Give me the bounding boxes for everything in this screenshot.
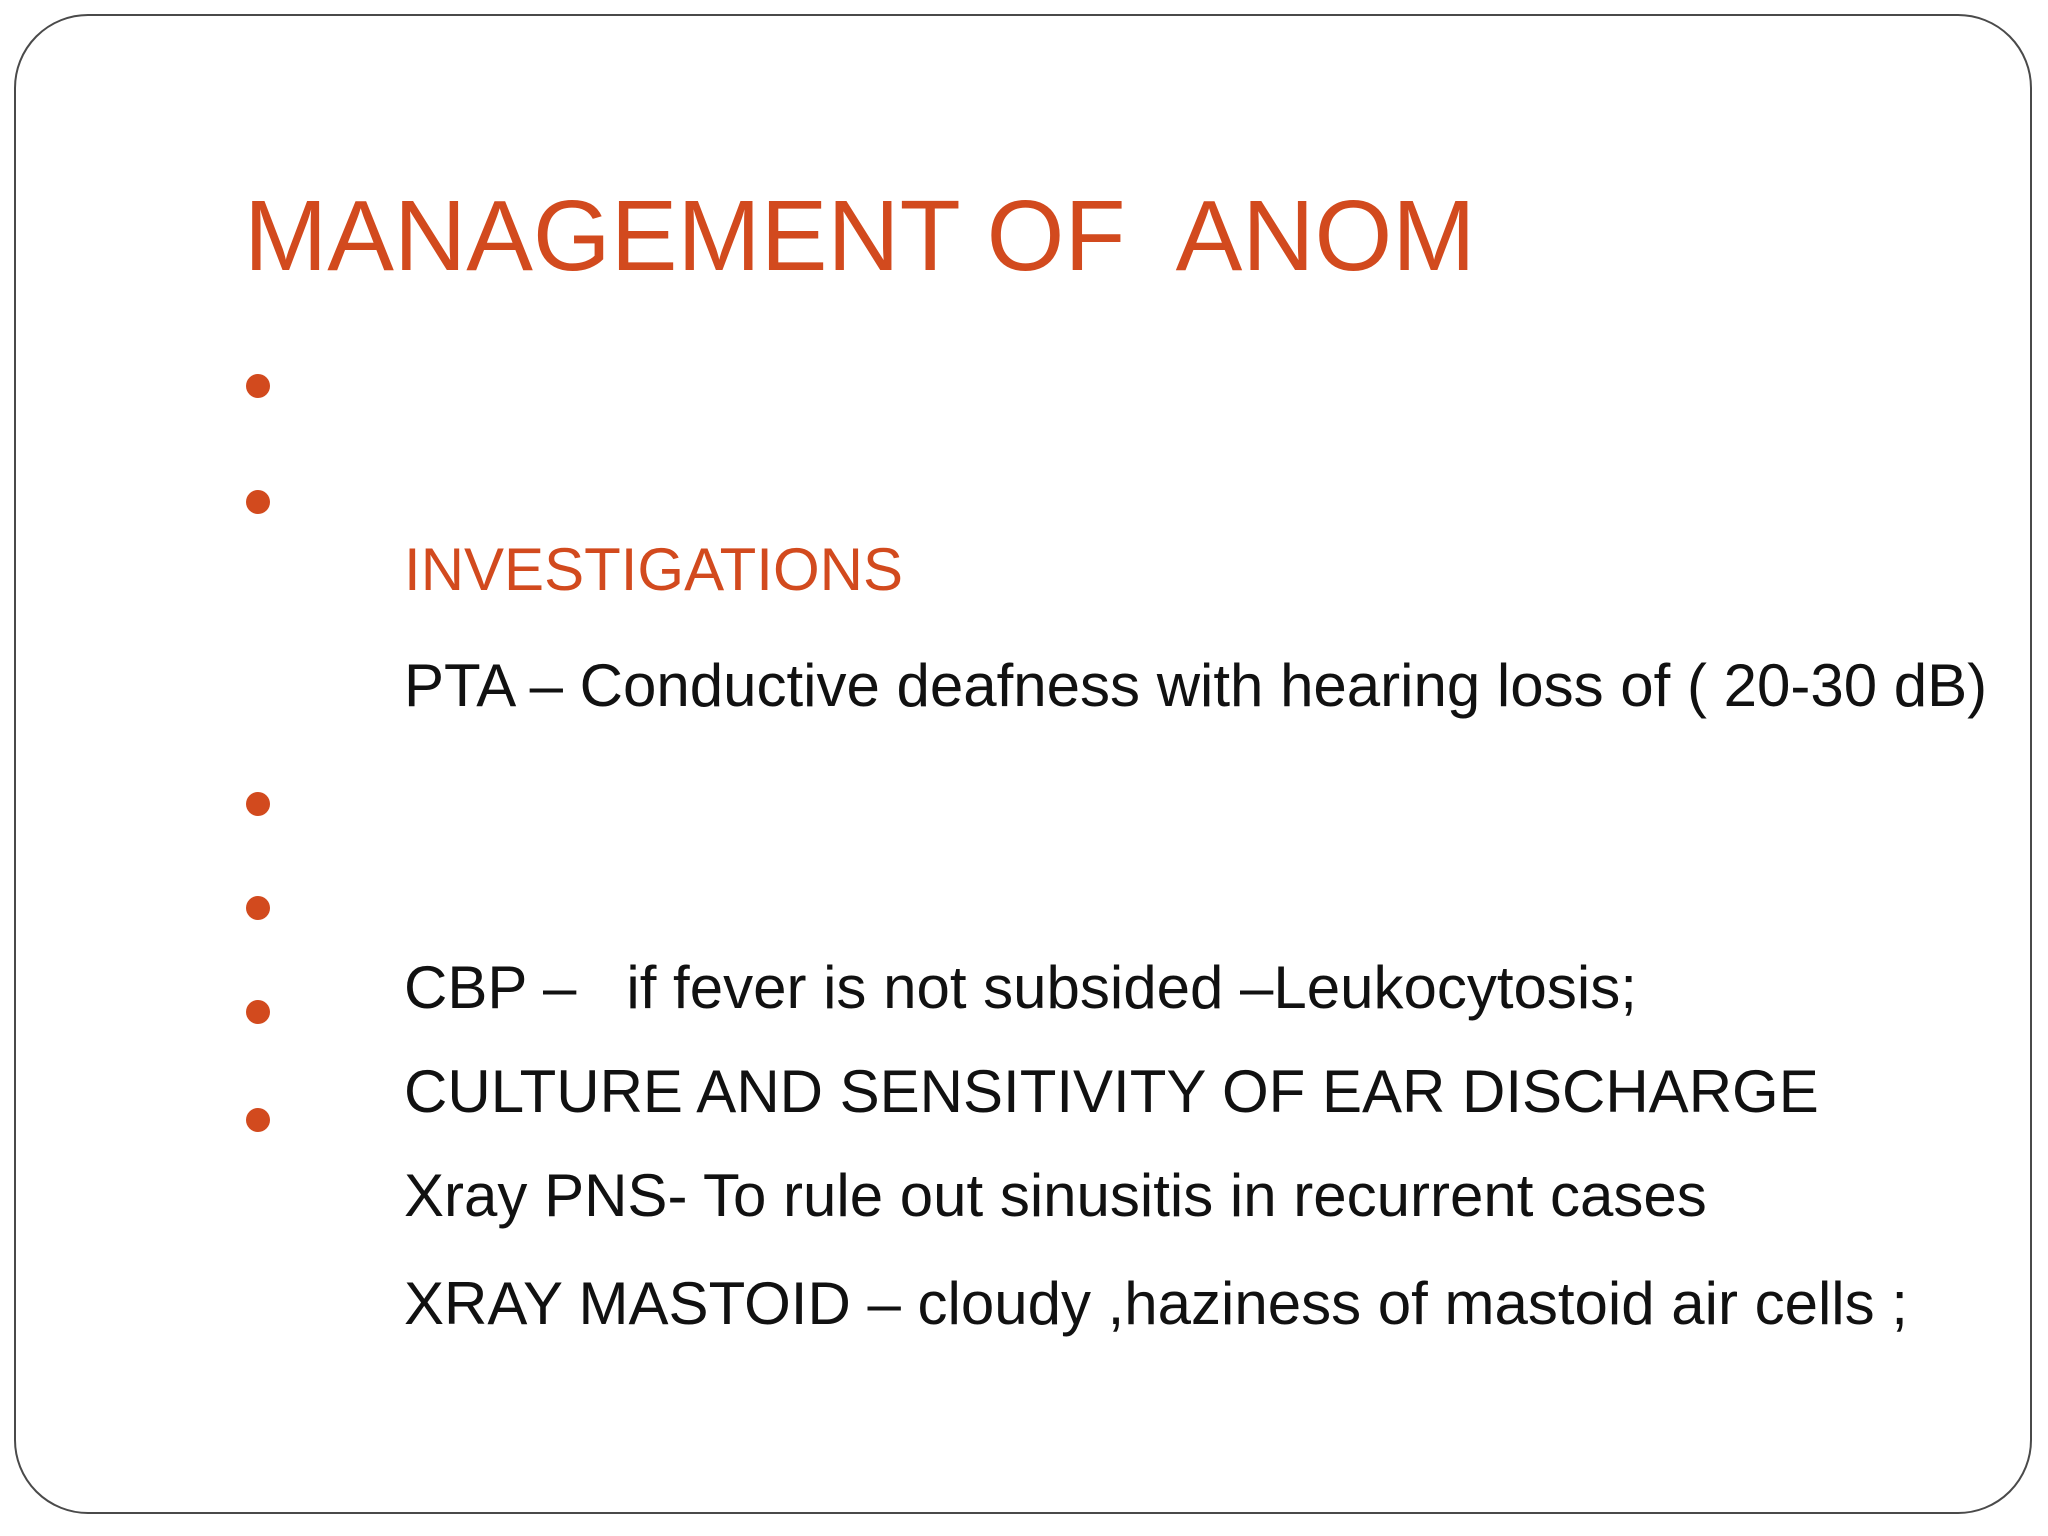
bullet-text: PTA – Conductive deafness with hearing loss of ( 20-30 dB) [404, 652, 1988, 719]
bullet-dot-icon [246, 792, 270, 816]
bullet-item-xray-mastoid [304, 1074, 1954, 1442]
bullet-text: Xray PNS- To rule out sinusitis in recurrent cases [404, 1162, 1707, 1229]
slide-title: MANAGEMENT OF ANOM [244, 180, 1476, 292]
bullet-text: CBP – if fever is not subsided –Leukocytosis; [404, 954, 1637, 1021]
bullet-dot-icon [246, 374, 270, 398]
bullet-dot-icon [246, 490, 270, 514]
bullet-text: CULTURE AND SENSITIVITY OF EAR DISCHARGE [404, 1058, 1819, 1125]
bullet-dot-icon [246, 1108, 270, 1132]
bullet-dot-icon [246, 1000, 270, 1024]
bullet-dot-icon [246, 896, 270, 920]
bullet-text: INVESTIGATIONS [404, 536, 903, 603]
slide-frame [14, 14, 2032, 1514]
bullet-text: XRAY MASTOID – cloudy ,haziness of mastoid air cells ; [404, 1270, 1908, 1337]
